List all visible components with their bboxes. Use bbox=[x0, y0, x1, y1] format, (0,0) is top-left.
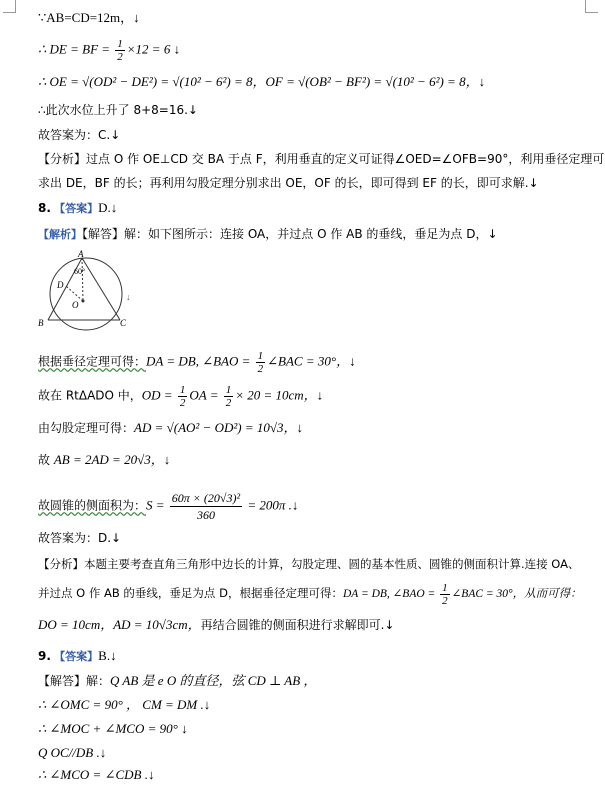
cone-diagram bbox=[36, 248, 146, 332]
label-c: C bbox=[120, 318, 127, 328]
line-answer-c: 故答案为：C.↓ bbox=[38, 128, 121, 142]
label-b: B bbox=[38, 318, 44, 328]
line-de-bf: ∴ DE = BF = $\frac{1}{2}$ ×12 = 6 ↓ bbox=[38, 38, 181, 63]
line-analysis-8c: DO = 10cm，AD = 10√3cm，再结合圆锥的侧面积进行求解即可.↓ bbox=[38, 617, 395, 632]
line-mco-cdb: ∴ ∠MCO = ∠CDB .↓ bbox=[38, 767, 155, 782]
fraction-half: $\frac{1}{2}$ bbox=[117, 38, 123, 63]
line-analysis-7a: 【分析】过点 O 作 OE⊥CD 交 BA 于点 F，利用垂直的定义可证得∠OED=∠OFB=90°，利用垂径定理可 bbox=[38, 152, 605, 166]
point-o bbox=[82, 300, 85, 303]
line-analysis-8a: 【分析】本题主要考查直角三角形中边长的计算，勾股定理、圆的基本性质、圆锥的侧面积计算.连接 OA、 bbox=[38, 557, 580, 571]
line-water-rise: ∴此次水位上升了 8+8=16.↓ bbox=[38, 103, 198, 117]
line-omc: ∴ ∠OMC = 90° ， CM = DM .↓ bbox=[38, 697, 211, 712]
segment-ao bbox=[82, 258, 83, 301]
segment-ac bbox=[82, 258, 120, 320]
q8-answer-line: 8. 【答案】D.↓ bbox=[38, 200, 118, 215]
label-a: A bbox=[78, 249, 84, 259]
line-moc-mco: ∴ ∠MOC + ∠MCO = 90° ↓ bbox=[38, 721, 188, 736]
q8-solution-line: 【解析】【解答】解：如下图所示：连接 OA，并过点 O 作 AB 的垂线，垂足为点 D，↓ bbox=[38, 227, 498, 241]
label-o: O bbox=[72, 300, 79, 310]
line-ab-cd: ∵AB=CD=12m，↓ bbox=[38, 10, 140, 25]
q9-solution-line: 【解答】解：Q AB 是 e O 的直径，弦 CD ⊥ AB ， bbox=[38, 673, 317, 688]
page-corner-mark-right bbox=[585, 0, 598, 13]
line-pythagoras: 由勾股定理可得：AD = √(AO² − OD²) = 10√3，↓ bbox=[38, 420, 303, 435]
line-analysis-7b: 求出 DE，BF 的长；再利用勾股定理分别求出 OE，OF 的长，即可得到 EF 的长，即可求解.↓ bbox=[38, 176, 539, 190]
line-oc-parallel: Q OC//DB .↓ bbox=[38, 745, 107, 760]
label-60: 60° bbox=[74, 267, 86, 276]
line-chord-theorem: 根据垂径定理可得：DA = DB, ∠BAO = $\frac{1}{2}$ ∠BAC = 30°，↓ bbox=[38, 350, 356, 375]
page-corner-mark-left bbox=[3, 0, 16, 13]
line-analysis-8b: 并过点 O 作 AB 的垂线，垂足为点 D，根据垂径定理可得：DA = DB, ∠BAO = $\frac{1}{2}$ ∠BAC = 30°，从而可得： bbox=[38, 582, 582, 607]
line-ab-value: 故 AB = 2AD = 20√3，↓ bbox=[38, 452, 171, 467]
label-d: D bbox=[57, 280, 64, 290]
line-rt-ado: 故在 RtΔADO 中，OD = $\frac{1}{2}$ OA = $\frac{1}{2}$ × 20 = 10cm，↓ bbox=[38, 384, 324, 409]
q9-answer-line: 9. 【答案】B.↓ bbox=[38, 648, 117, 663]
circle-base bbox=[50, 258, 122, 330]
line-lateral-area: 故圆锥的侧面积为：S = $\frac{\text{60π × (20√3)²}}{360}$ = 200π .↓ bbox=[38, 491, 299, 522]
line-answer-d: 故答案为：D.↓ bbox=[38, 531, 122, 545]
line-oe-of: ∴ OE = √(OD² − DE²) = √(10² − 6²) = 8，OF = √(OB² − BF²) = √(10² − 6²) = 8，↓ bbox=[38, 74, 486, 89]
segment-od bbox=[66, 286, 83, 301]
return-mark: ↓ bbox=[126, 292, 131, 302]
